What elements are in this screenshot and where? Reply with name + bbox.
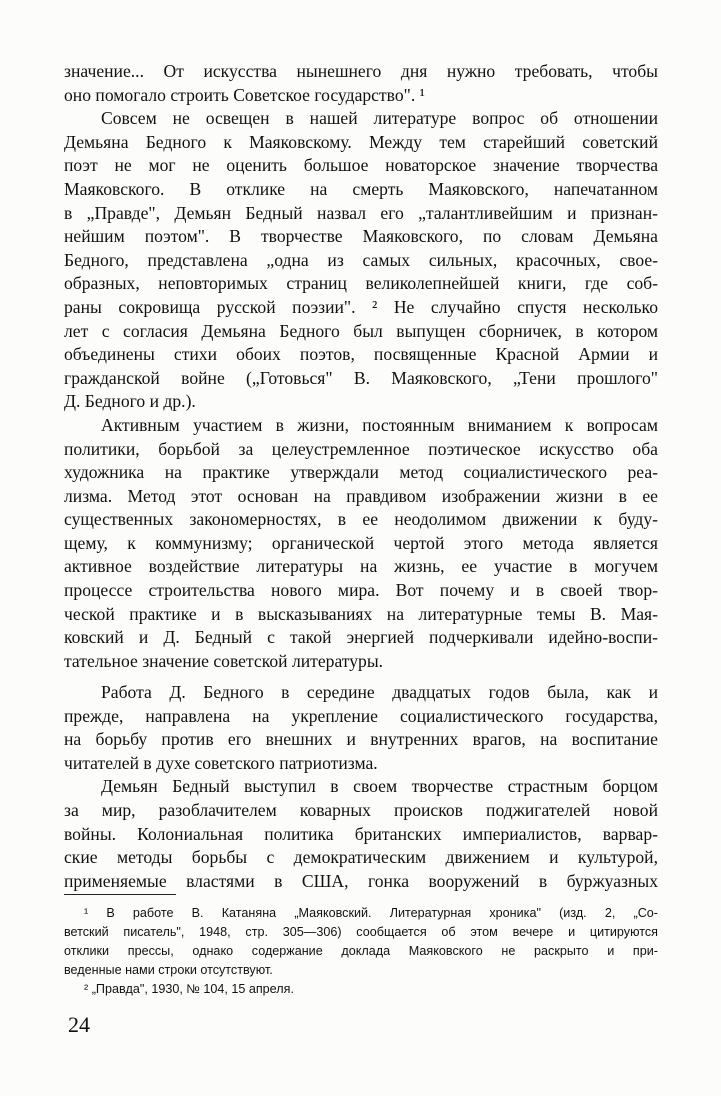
text-line: в „Правде", Демьян Бедный назвал его „талантливейшим и признан- [64, 202, 658, 223]
text-line: лизма. Метод этот основан на правдивом изображении жизни в ее [64, 485, 658, 506]
text-line: нейшим поэтом". В творчестве Маяковского, по словам Демьяна [64, 226, 658, 247]
text-line: поэт не мог не оценить большое новаторское значение творчества [64, 155, 658, 176]
main-text-middle [64, 681, 658, 893]
text-line: оно помогало строить Советское государство". ¹ [64, 84, 425, 105]
text-line: значение... От искусства нынешнего дня нужно требовать, чтобы [64, 61, 658, 81]
footnote-line: ¹ В работе В. Катаняна „Маяковский. Литературная хроника" (изд. 2, „Со- [84, 906, 658, 920]
text-line: раны сокровища русской поэзии". ² Не случайно спустя несколько [64, 296, 658, 317]
text-line: ческой практике и в высказываниях на литературные темы В. Мая- [64, 603, 658, 624]
text-line: за мир, разоблачителем коварных происков поджигателей новой [64, 799, 658, 820]
text-line: объединены стихи обоих поэтов, посвященные Красной Армии и [64, 344, 658, 365]
text-line: процессе строительства нового мира. Вот почему и в своей твор- [64, 580, 658, 601]
text-line: Д. Бедного и др.). [64, 391, 196, 412]
text-line: читателей в духе советского патриотизма. [64, 752, 378, 773]
text-line: на борьбу против его внешних и внутренних врагов, на воспитание [64, 729, 658, 750]
text-line: Демьян Бедный выступил в своем творчестве страстным борцом [101, 776, 658, 797]
footnote-line: ² „Правда", 1930, № 104, 15 апреля. [84, 982, 294, 996]
footnote-line: веденные нами строки отсутствуют. [64, 963, 273, 977]
text-line: политики, борьбой за целеустремленное поэтическое искусство оба [64, 438, 658, 459]
text-line: войны. Колониальная политика британских империалистов, варвар- [64, 823, 658, 844]
text-line: прежде, направлена на укрепление социалистического государства, [64, 705, 658, 726]
text-line: Работа Д. Бедного в середине двадцатых годов была, как и [101, 682, 658, 702]
text-line: тательное значение советской литературы. [64, 650, 384, 671]
text-line: активное воздействие литературы на жизнь, ее участие в могучем [64, 556, 658, 577]
text-line: образных, неповторимых страниц великолепнейшей книги, где соб- [64, 273, 658, 294]
text-line: ковский и Д. Бедный с такой энергией подчеркивали идейно-воспи- [64, 627, 658, 648]
text-line: ские методы борьбы с демократическим движением и культурой, [64, 847, 658, 868]
text-line: Бедного, представлена „одна из самых сильных, красочных, свое- [64, 249, 658, 270]
text-line: применяемые властями в США, гонка вооружений в буржуазных [64, 870, 658, 891]
footnote-divider [64, 894, 176, 895]
text-line: щему, к коммунизму; органической чертой этого метода является [64, 532, 658, 553]
footnote-line: отклики прессы, однако содержание доклада Маяковского не раскрыто и при- [64, 944, 658, 958]
text-line: художника на практике утверждали метод социалистического реа- [64, 462, 658, 483]
footnotes [64, 904, 658, 999]
text-line: Совсем не освещен в нашей литературе вопрос об отношении [101, 108, 658, 129]
text-line: Демьяна Бедного к Маяковскому. Между тем старейший советский [64, 131, 658, 152]
text-line: лет с согласия Демьяна Бедного был выпущен сборничек, в котором [64, 320, 658, 341]
text-line: гражданской войне („Готовься" В. Маяковского, „Тени прошлого" [64, 367, 658, 388]
main-text-top [64, 60, 658, 673]
text-line: существенных закономерностях, в ее неодолимом движении к буду- [64, 509, 658, 530]
text-line: Активным участием в жизни, постоянным вниманием к вопросам [101, 414, 658, 435]
page-number: 24 [68, 1012, 90, 1037]
footnote-line: ветский писатель", 1948, стр. 305—306) сообщается об этом вечере и цитируются [64, 925, 658, 939]
text-line: Маяковского. В отклике на смерть Маяковского, напечатанном [64, 178, 658, 199]
